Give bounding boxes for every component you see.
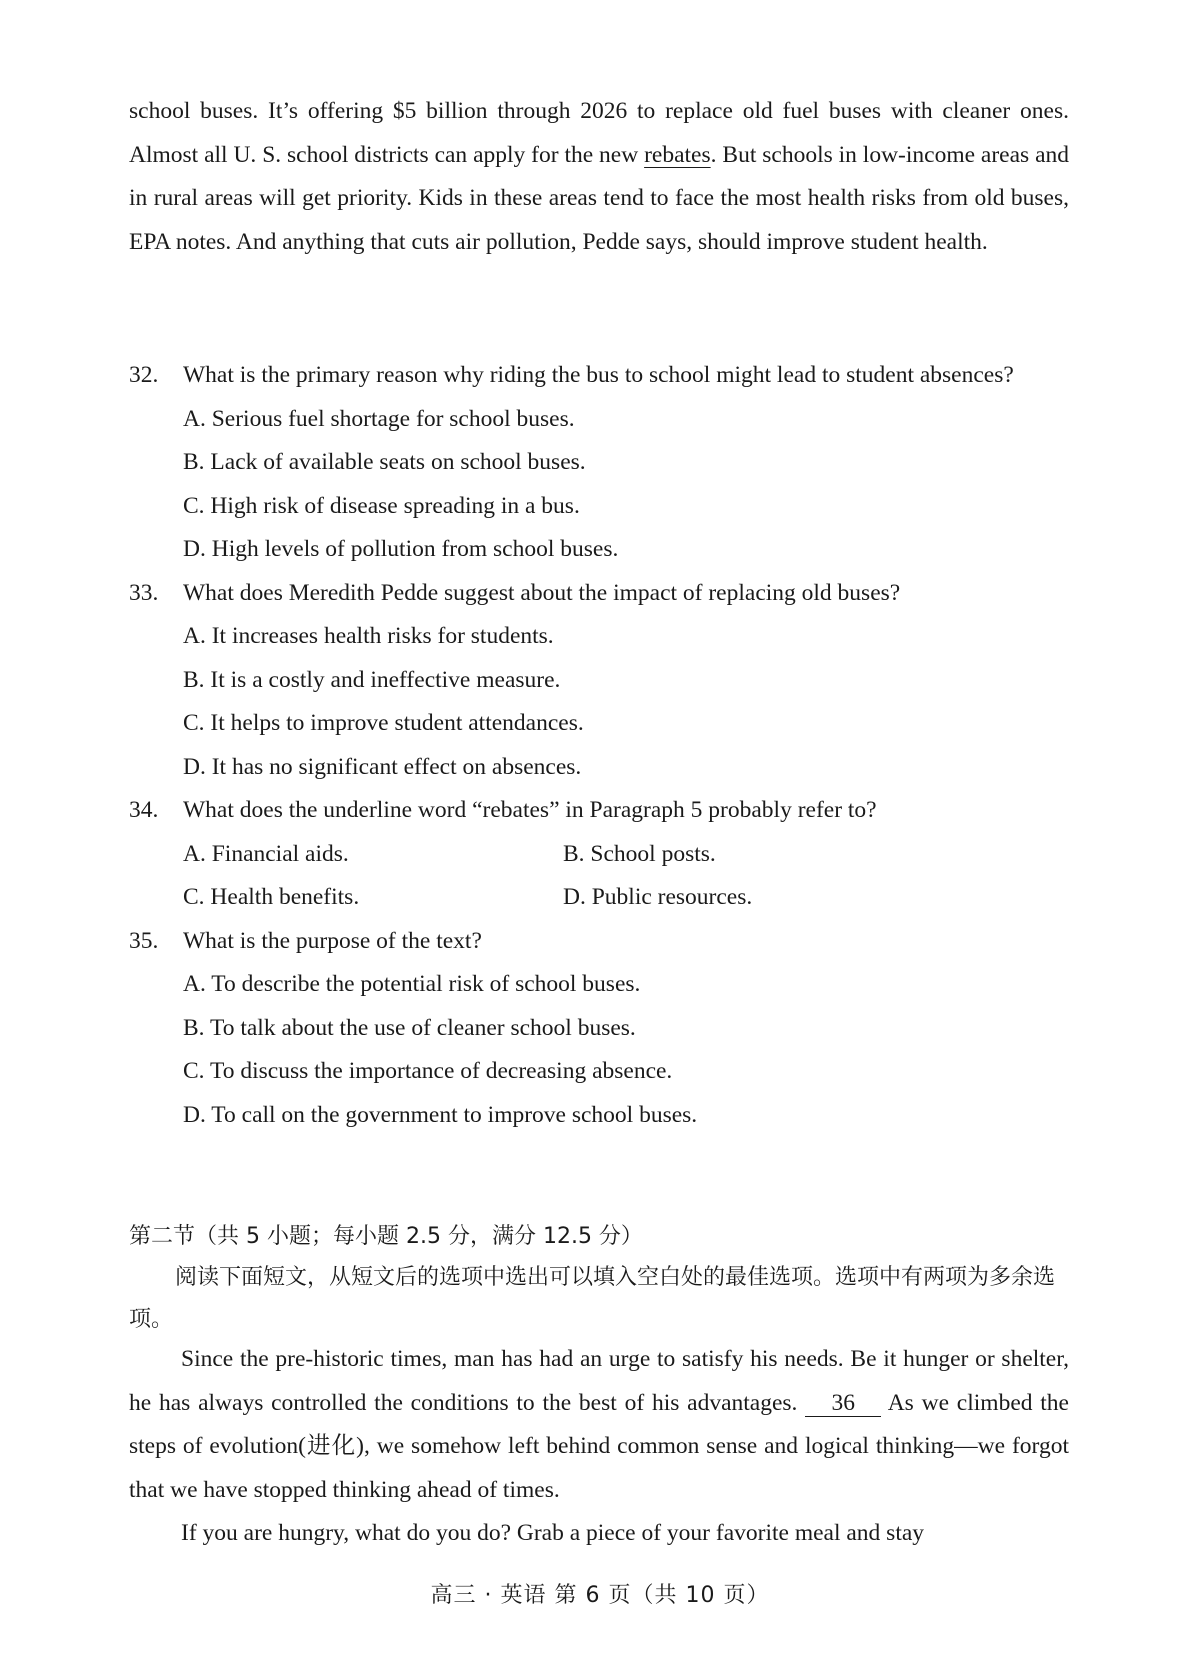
question-number: 33. <box>129 579 159 606</box>
option: A. Serious fuel shortage for school buses. <box>183 405 575 432</box>
passage-text: school buses. It’s offering $5 billion through 2026 to replace old fuel buses with cleaner ones. Almost all U. S. school districts can apply for the new <box>129 98 1069 168</box>
question-stem: What does the underline word “rebates” in Paragraph 5 probably refer to? <box>183 797 877 823</box>
question-number: 32. <box>129 362 159 388</box>
question-32 <box>129 354 1069 398</box>
passage-paragraph <box>129 90 1069 264</box>
option: C. Health benefits. <box>183 884 360 910</box>
question-33 <box>129 572 1069 616</box>
paragraph-text: As we climbed the steps of evolution(进化), we somehow left behind common sense and logical thinking—we forgot that we have stopped thinking ahead of times. <box>129 1389 1069 1503</box>
paragraph-text: Since the pre-historic times, man has had an urge to satisfy his needs. Be it hunger or shelter, he has always controlled the conditions to the best of his advantages. <box>129 1346 1069 1416</box>
section-instructions: 阅读下面短文，从短文后的选项中选出可以填入空白处的最佳选项。选项中有两项为多余选项。 <box>129 1265 1056 1332</box>
question-stem: What is the purpose of the text? <box>183 927 482 954</box>
option: A. It increases health risks for students. <box>183 623 554 649</box>
page-footer: 高三 · 英语 第 6 页（共 10 页） <box>430 1583 770 1608</box>
section-heading: 第二节（共 5 小题；每小题 2.5 分，满分 12.5 分） <box>129 1224 643 1249</box>
question-list <box>129 354 1069 1137</box>
question-number: 34. <box>129 797 159 823</box>
option: D. To call on the government to improve school buses. <box>183 1101 698 1128</box>
option: D. Public resources. <box>563 884 753 910</box>
cloze-paragraph <box>129 1338 1069 1512</box>
underlined-word: rebates <box>644 141 711 168</box>
option: D. High levels of pollution from school buses. <box>183 536 619 562</box>
question-stem: What is the primary reason why riding the bus to school might lead to student absences? <box>183 362 1014 388</box>
option: C. It helps to improve student attendances. <box>183 710 584 736</box>
option: B. To talk about the use of cleaner school buses. <box>183 1014 636 1041</box>
question-number: 35. <box>129 927 159 954</box>
option: A. Financial aids. <box>183 840 349 867</box>
option: C. High risk of disease spreading in a bus. <box>183 492 580 519</box>
answer-blank: 36 <box>805 1390 881 1417</box>
question-stem: What does Meredith Pedde suggest about the impact of replacing old buses? <box>183 579 901 606</box>
passage-text: . But schools in low-income areas and in rural areas will get priority. Kids in these areas tend to face the most health risks from old buses, EPA notes. And anything that cuts air pollution, Pedde says, should improve student health. <box>129 141 1070 255</box>
option: C. To discuss the importance of decreasing absence. <box>183 1058 673 1084</box>
option: B. It is a costly and ineffective measure. <box>183 666 561 693</box>
question-34 <box>129 789 1069 833</box>
option: B. Lack of available seats on school buses. <box>183 449 586 475</box>
option-grid <box>183 833 1069 920</box>
question-35 <box>129 920 1069 964</box>
option: B. School posts. <box>563 840 716 867</box>
cloze-paragraph: If you are hungry, what do you do? Grab a piece of your favorite meal and stay <box>181 1520 925 1546</box>
option: A. To describe the potential risk of school buses. <box>183 971 641 997</box>
option: D. It has no significant effect on absences. <box>183 753 582 780</box>
